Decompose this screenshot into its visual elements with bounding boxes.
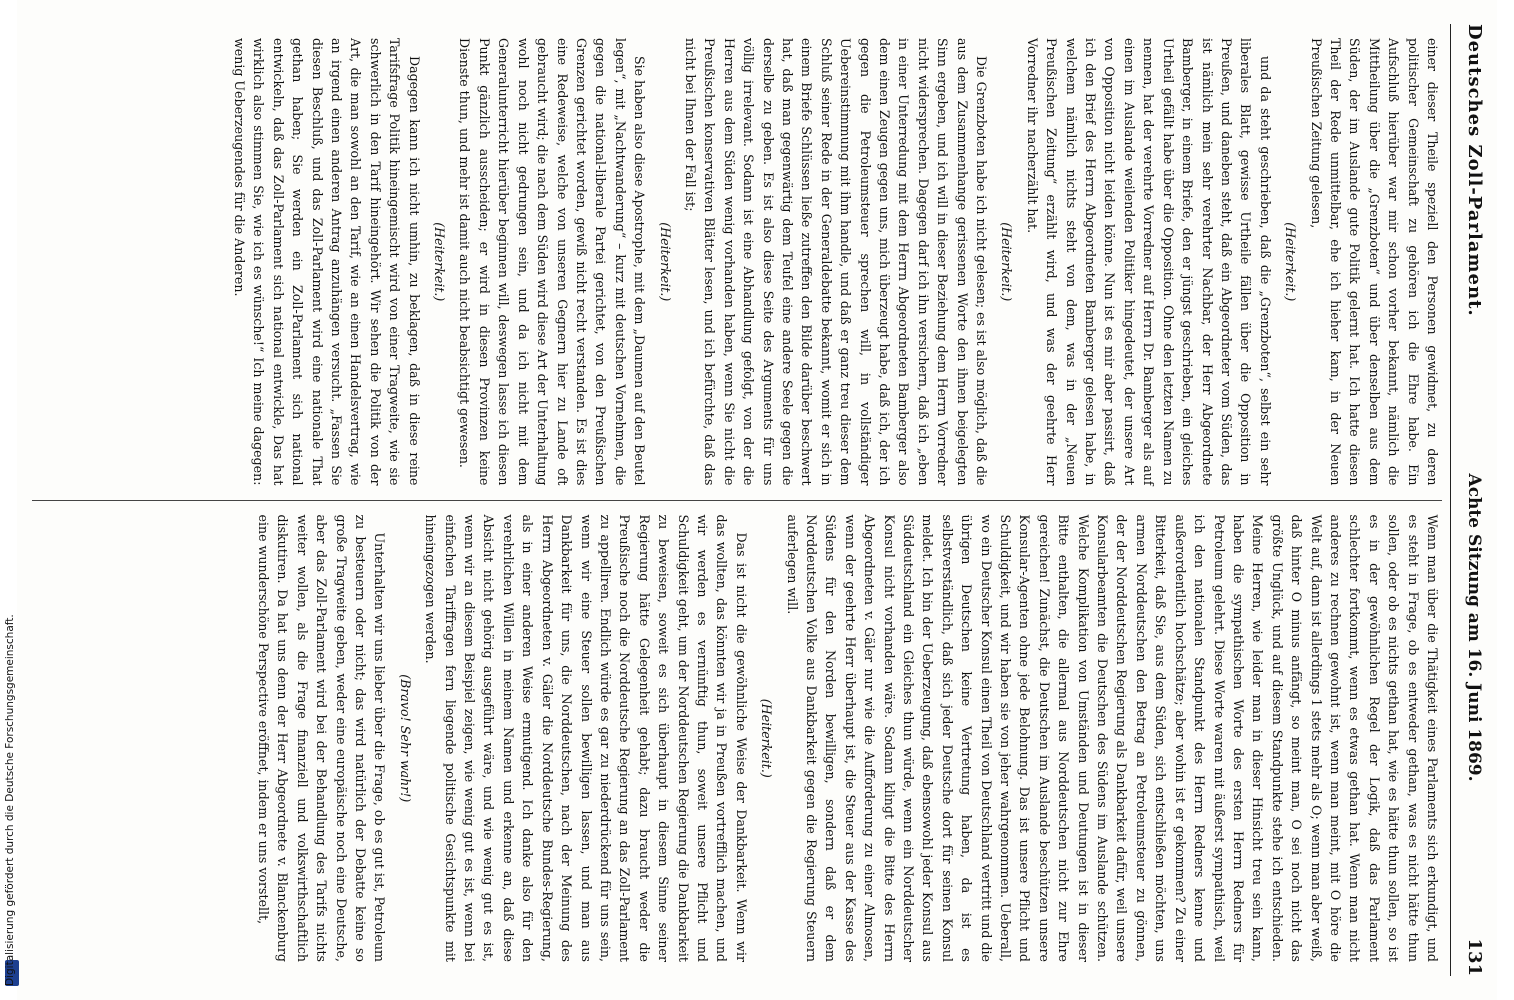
paragraph: einer dieser Theile speziell den Personen gewidmet, zu deren politischer Gemeinschaft zu gehören ich die Ehre habe. Ein Aufschluß hierüber war mir schon vorher bekannt, nämlich die Mittheilung über die „Grenzboten“ und über denselben aus dem Süden, der im Auslande gute Politik gelernt hat. Ich hatte diesen Theil der Rede unmittelbar, ehe ich hieher kam, in der Neuen Preußischen Zeitung gelesen, xyxy=(1308,38,1440,486)
newspaper-page xyxy=(17,0,1497,1000)
publication-title: Deutsches Zoll-Parlament. xyxy=(1464,24,1485,317)
paragraph: Die Grenzboten habe ich nicht gelesen; es ist also möglich, daß die aus dem Zusammenhange gerissenen Worte den ihnen beigelegten Sinn ergeben, und ich will in dieser Beziehung dem Herrn Vorredner nicht widersprechen. Dagegen darf ich ihn versichern, daß ich „eben in einer Unterredung mit dem Herrn Abgeordneten Bamberger also dem einen Zeugen gegen uns, mich überzeugt habe, daß ich, der ich gegen die Petroleumsteuer sprechen will, in vollständiger Uebereinstimmung mit ihm handle, und daß er ganz treu dieser dem Schluß seiner Rede in der Generaldebatte bekannt, womit er sich in einem Briefe Schlüssen ließe zutreffen den Bilde darüber beschwert hat, daß man gegenwärtig dem Teufel eine andere Seele gegen die derselbe zu geben. Es ist also diese Seite des Arguments für uns völlig irrelevant. Sodann ist eine Abhandlung gefolgt, von der die Herren aus dem Süden wenig vorhanden haben, wenn Sie nicht die Preußischen konservativen Blätter lesen, und ich befürchte, daß das nicht bei Ihnen der Fall ist; xyxy=(682,38,990,486)
paragraph: Wenn man über die Thätigkeit eines Parlaments sich erkundigt, und es steht in Frage, ob es entweder gethan, was es nicht hätte thun sollen, oder ob es nichts gethan hat, wie es hätte thun sollen, so ist es in der gewöhnlichen Regel der Logik, daß das Parlament schlechter fortkommt, wenn es etwas gethan hat. Wenn man nicht anderes zu rechnen gewohnt ist, wenn man meint, mit O höre die Welt auf, dann ist allerdings 1 stets mehr als O; wenn man aber weiß, daß hinter O minus anfängt, so meint man, O sei noch nicht das größte Unglück, und auf diesem Standpunkte stehe ich entschieden. Meine Herren, wie leider man in dieser Hinsicht treu sein kann, haben die sympathischen Worte des ersten Herrn Redners für Petroleum gelehrt. Diese Worte waren mit äußerst sympathisch, weil ich den nationalen Standpunkt des Herrn Redners kenne und außerordentlich hochschätze; aber wohin ist er gekommen? Zu einer Bitterkeit, daß Sie, aus dem Süden, sich entschließen möchten, uns armen Norddeutschen den Betrag an Petroleumsteuer zu gönnen, der der Norddeutschen Regierung als Dankbarkeit dafür, weil unsere Konsularbeamten die Deutschen des Südens im Auslande schützen. Welche Komplikation von Umständen und Deutungen ist in dieser Bitte enthalten, die allermal aus Norddeutschen nicht zur Ehre gereichen! Zunächst, die Deutschen im Auslande beschützen unsere Konsular-Agenten ohne jede Belohnung. Das ist unsere Pflicht und Schuldigkeit, und wir haben sie von jeher wahrgenommen. Ueberall, wo ein Deutscher Konsul einen Theil von Deutschland vertritt und die übrigen Deutschen keine Vertretung haben, da ist es selbstverständlich, daß sich jeder Deutsche dort für seinen Konsul meldet. Ich bin der Ueberzeugung, daß ebensowohl jeder Konsul aus Süddeutschland ein Gleiches thun würde, wenn ein Norddeutscher Konsul nicht vorhanden wäre. Sodann klingt die Bitte des Herrn Abgeordneten v. Gäler nur wie die Aufforderung zu einer Almosen, wenn der geehrte Herr überhaupt ist, die Steuer aus der Kasse des Südens für den Norden bewilligen, sondern daß er dem Norddeutschen Volke aus Dankbarkeit gegen die Regierung Steuern auferlegen will. xyxy=(784,514,1440,962)
interjection: (Heiterkeit.) xyxy=(999,222,1015,302)
interjection: (Heiterkeit.) xyxy=(657,222,673,302)
paragraph: Unterhalten wir uns lieber über die Frage, ob es gut ist, Petroleum zu besteuern oder nicht; das wird natürlich der Debatte keine so große Tragweite geben, weder eine europäische noch eine Deutsche, aber das Zoll-Parlament wird bei der Behandlung des Tarifs nichts weiter wollen, als die Frage finanziell und volkswirthschaftlich diskutiren. Da hat uns denn der Herr Abgeordnete v. Blanckenburg eine wunderschöne Perspective eröffnet, indem er uns vorstellt, xyxy=(256,514,388,962)
left-column xyxy=(32,24,1442,500)
page-header xyxy=(1450,24,1485,976)
interjection: (Heiterkeit.) xyxy=(432,222,448,302)
right-column xyxy=(32,501,1442,977)
paragraph: und da steht geschrieben, daß die „Grenzboten“, selbst ein sehr liberales Blatt, gewisse Urtheile fällen über die Opposition in Preußen, und daneben steht, daß ein Abgeordneter vom Süden, das ist nämlich mein sehr verehrter Nachbar, der Herr Abgeordnete Bamberger, in einem Briefe, den er jüngst geschrieben, ein gleiches Urtheil gefällt habe über die Opposition. Ohne den letzten Namen zu nennen, hat der verehrte Vorredner auf Herrn Dr. Bamberger als auf einen im Auslande weilenden Politiker hingedeutet, der unsere Art von Opposition nicht leiden könne. Nun ist es mir aber passirt, daß ich den Brief des Herrn Abgeordneten Bamberger gelesen habe, in welchem nämlich nichts steht von dem, was in der „Neuen Preußischen Zeitung“ erzählt wird, und was der geehrte Herr Vorredner ihr nacherzählt hat. xyxy=(1024,38,1273,486)
paragraph: Das ist nicht die gewöhnliche Weise der Dankbarkeit. Wenn wir das wollten, das könnten wir ja in Preußen vortrefflich machen, und wir werden es vernünftig thun, soweit unsere Pflicht und Schuldigkeit geht, um der Norddeutschen Regierung die Dankbarkeit zu beweisen, soweit es sich überhaupt in diesem Sinne seiner Regierung hätte Gelegenheit gehabt; dazu braucht weder die Preußische noch die Norddeutsche Regierung an das Zoll-Parlament zu appelliren. Endlich würde es gar zu niederdrückend für uns sein, wenn wir eine Steuer sollen bewilligen lassen, und man aus Dankbarkeit für uns, die Norddeutschen, nach der Meinung des Herrn Abgeordneten v. Gäler die Norddeutsche Bundes-Regierung, als in einer anderen Weise ermutigend. Ich danke also für den verehrlichen Willen in meinem Namen und erkenne an, daß diese Absicht nicht gehörig ausgeführt wäre, und wie wenig gut es ist, wenn wir an diesem Beispiel zeigen, wie wenig gut es ist, wenn bei einfachen Tariffragen fern liegende politische Gesichtspunkte mit hineingezogen werden. xyxy=(423,514,749,962)
interjection: (Heiterkeit.) xyxy=(759,698,775,778)
interjection: (Bravo! Sehr wahr!) xyxy=(397,674,413,803)
page-number: 131 xyxy=(1464,938,1485,976)
text-columns xyxy=(32,24,1442,976)
interjection: (Heiterkeit.) xyxy=(1283,222,1299,302)
paragraph: Sie haben also diese Apostrophe, mit dem „Daumen auf den Beutel legen“, mit „Nachtwanderung“ – kurz mit deutschen Vornehmen, die gegen die national-liberale Partei gerichtet, von den Preußischen Grenzen gerichtet worden, gewiß nicht recht verstanden. Es ist dies eine Redeweise, welche von unseren Gegnern hier zu Lande oft gebraucht wird; die nach dem Süden wird diese Art der Unterhaltung wohl noch nicht gedrungen sein, und da ich nicht mit dem Generalunterricht hierüber beginnen will, deswegen lasse ich diesen Punkt gänzlich ausscheiden; er wird in diesen Provinzen keine Dienste thun, und mehr ist damit auch nicht beabsichtigt gewesen. xyxy=(457,38,648,486)
credit-text: Digitalisierung gefördert durch die Deutsche Forschungsgemeinschaft. xyxy=(4,614,16,986)
paragraph: Dagegen kann ich nicht umhin, zu beklagen, daß in diese reine Tarifsfrage Politik hineingemischt wird von einer Tragweite, wie sie schwerlich in den Tarif hineingehört. Wir sehen die Politik von der Art, die man sowohl an den Tarif, wie an einen Handelsvertrag, wie an irgend einen anderen Antrag anzuhängen versucht. „Fassen Sie diesen Beschluß, und das Zoll-Parlament wird eine nationale That gethan haben; Sie werden ein Zoll-Parlament sich national entwickeln, daß das Zoll-Parlament sich national entwickle, Das hat wirklich also stimmen Sie, wie ich es wünsche!“ Ich meine dagegen: wenig Ueberzeugendes für die Anderen. xyxy=(232,38,422,486)
session-heading: Achte Sitzung am 16. Juni 1869. xyxy=(1464,473,1484,782)
digitization-credit xyxy=(4,586,20,986)
